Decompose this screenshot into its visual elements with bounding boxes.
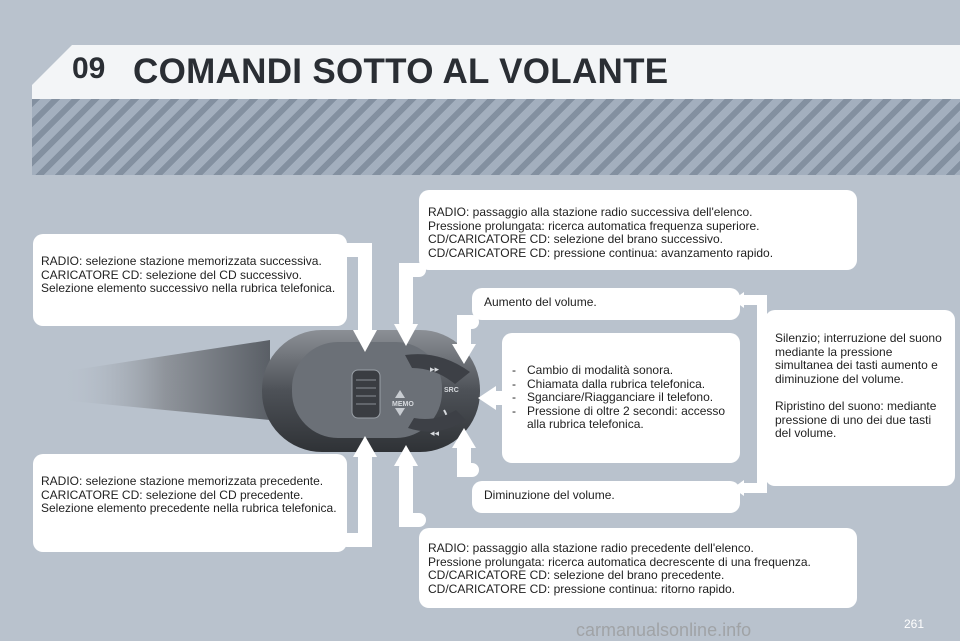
info-box-previous-preset — [33, 454, 347, 552]
info-box-source-phone — [502, 333, 740, 463]
list-item: - Sganciare/Riagganciare il telefono. — [512, 391, 734, 405]
box-line: CD/CARICATORE CD: pressione continua: avanzamento rapido. — [428, 245, 774, 260]
prev-symbol: ◂◂ — [430, 429, 440, 439]
info-box-previous-station — [419, 528, 857, 608]
box-line: Aumento del volume. — [484, 295, 597, 309]
box-line: CD/CARICATORE CD: pressione continua: ritorno rapido. — [428, 581, 736, 596]
mute-connector — [742, 300, 762, 488]
box-line: Diminuzione del volume. — [484, 488, 615, 502]
src-label: SRC — [444, 387, 459, 394]
box-line: RADIO: passaggio alla stazione radio successiva dell'elenco. — [428, 205, 753, 219]
box-line: Selezione elemento precedente nella rubrica telefonica. — [41, 501, 337, 515]
arrow-bottom-right — [406, 468, 419, 520]
box-line: Ripristino del suono: mediante pressione di uno dei due tasti del volume. — [775, 399, 937, 440]
next-symbol: ▸▸ — [430, 365, 440, 375]
box-line: CD/CARICATORE CD: selezione del brano successivo. — [428, 232, 723, 246]
box-line: CARICATORE CD: selezione del CD precedente. — [41, 487, 304, 502]
box-line: CARICATORE CD: selezione del CD successivo. — [41, 267, 302, 282]
chapter-number: 09 — [72, 52, 106, 85]
box-line: Pressione prolungata: ricerca automatica decrescente di una frequenza. — [428, 554, 811, 569]
info-box-volume-up — [472, 288, 740, 320]
memo-wheel — [352, 370, 380, 418]
box-line: RADIO: selezione stazione memorizzata successiva. — [41, 254, 322, 268]
stalk-arm — [60, 340, 270, 420]
info-box-volume-down — [472, 481, 740, 513]
memo-label: MEMO — [392, 401, 414, 408]
box-line: RADIO: passaggio alla stazione radio precedente dell'elenco. — [428, 541, 754, 555]
page-number: 261 — [904, 617, 925, 631]
watermark: carmanualsonline.info — [576, 620, 752, 640]
list-item: - Pressione di oltre 2 secondi: accesso alla rubrica telefonica. — [512, 405, 734, 432]
arrow-bottom-left — [347, 455, 365, 540]
info-box-next-preset — [33, 234, 347, 326]
list-item: - Chiamata dalla rubrica telefonica. — [512, 378, 734, 392]
info-box-next-station — [419, 190, 857, 270]
box-line: CD/CARICATORE CD: selezione del brano precedente. — [428, 568, 725, 582]
arrow-up — [464, 322, 472, 346]
arrow-down — [464, 446, 472, 470]
box-line: RADIO: selezione stazione memorizzata precedente. — [41, 474, 324, 488]
arrow-top-right — [406, 270, 419, 322]
info-box-mute — [765, 310, 955, 486]
list-item: - Cambio di modalità sonora. — [512, 364, 734, 378]
box-line: Silenzio; interruzione del suono mediante la pressione simultanea dei tasti aumento e diminuzione del volume. — [775, 331, 942, 386]
box-line: Pressione prolungata: ricerca automatica frequenza superiore. — [428, 218, 760, 233]
page-title: COMANDI SOTTO AL VOLANTE — [133, 52, 669, 91]
box-line: Selezione elemento successivo nella rubrica telefonica. — [41, 281, 336, 295]
arrow-top-left — [347, 250, 365, 332]
